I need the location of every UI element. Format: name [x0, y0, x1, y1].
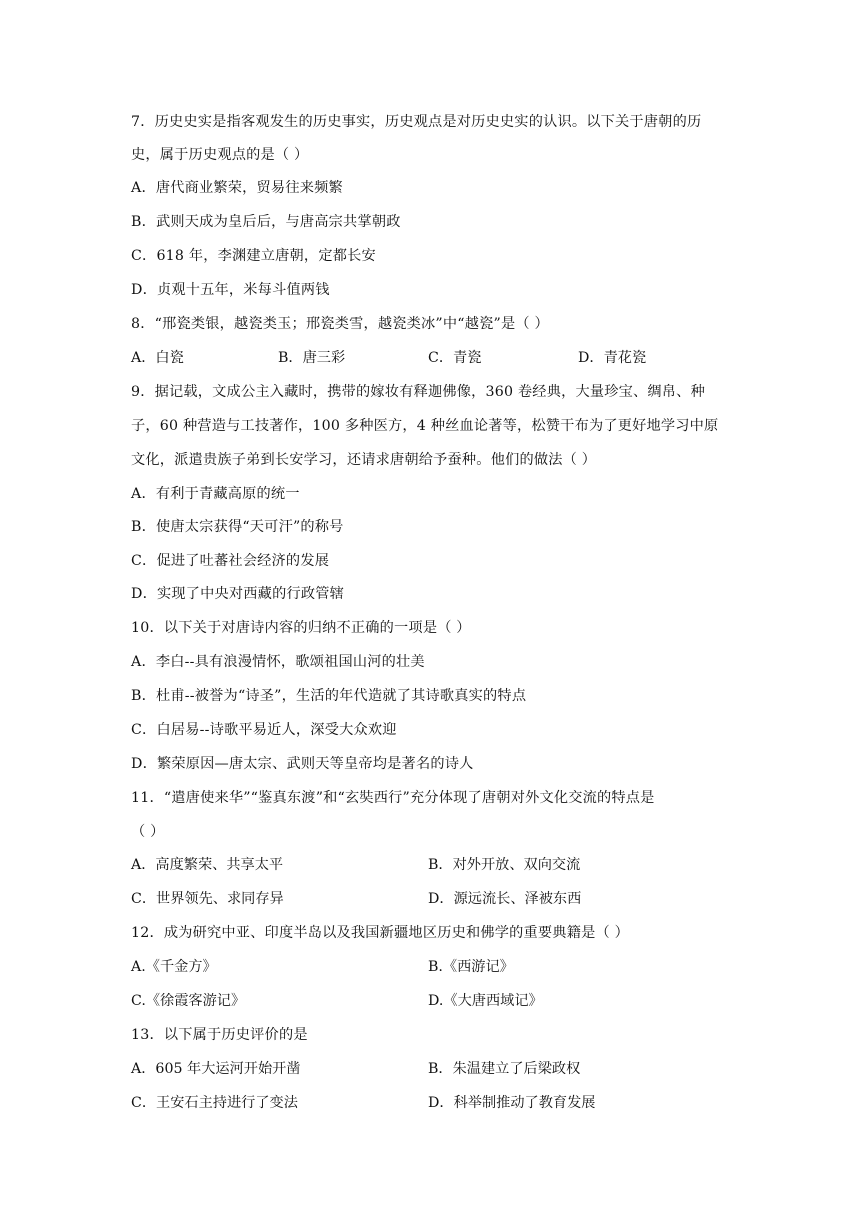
q7-option-d: D．贞观十五年，米每斗值两钱	[131, 282, 330, 298]
q7-option-a: A．唐代商业繁荣，贸易往来频繁	[131, 180, 343, 196]
q7-option-c: C．618 年，李渊建立唐朝，定都长安	[131, 248, 376, 264]
q9-option-b: B．使唐太宗获得“天可汗”的称号	[131, 519, 344, 535]
q12-option-c: C.《徐霞客游记》	[131, 993, 246, 1009]
q9-stem-line3: 文化，派遣贵族子弟到长安学习，还请求唐朝给予蚕种。他们的做法（ ）	[131, 452, 597, 468]
q9-stem-line2: 子，60 种营造与工技著作，100 多种医方，4 种丝血论著等，松赞干布为了更好地学习中原	[131, 418, 719, 434]
q8-option-d: D．青花瓷	[578, 350, 647, 366]
q11-option-d: D．源远流长、泽被东西	[428, 891, 582, 907]
q8-option-a: A．白瓷	[131, 350, 184, 366]
q13-stem: 13．以下属于历史评价的是	[131, 1027, 308, 1043]
q11-option-a: A．高度繁荣、共享太平	[131, 857, 284, 873]
q10-option-b: B．杜甫--被誉为“诗圣”，生活的年代造就了其诗歌真实的特点	[131, 688, 527, 704]
q9-stem-line1: 9．据记载，文成公主入藏时，携带的嫁妆有释迦佛像，360 卷经典，大量珍宝、绸帛、种	[131, 384, 705, 400]
q10-option-a: A．李白--具有浪漫情怀，歌颂祖国山河的壮美	[131, 654, 425, 670]
q8-stem: 8．“邢瓷类银，越瓷类玉；邢瓷类雪，越瓷类冰”中“越瓷”是（ ）	[131, 316, 549, 332]
q11-stem-line1: 11．“遣唐使来华”“鉴真东渡”和“玄奘西行”充分体现了唐朝对外文化交流的特点是	[131, 790, 655, 806]
q11-option-b: B．对外开放、双向交流	[428, 857, 581, 873]
q13-option-c: C．王安石主持进行了变法	[131, 1095, 298, 1111]
q11-stem-line2: （ ）	[131, 824, 165, 840]
q13-option-d: D．科举制推动了教育发展	[428, 1095, 596, 1111]
q10-option-c: C．白居易--诗歌平易近人，深受大众欢迎	[131, 722, 397, 738]
q13-option-b: B．朱温建立了后梁政权	[428, 1061, 581, 1077]
q12-stem: 12．成为研究中亚、印度半岛以及我国新疆地区历史和佛学的重要典籍是（ ）	[131, 925, 629, 941]
q10-stem: 10．以下关于对唐诗内容的归纳不正确的一项是（ ）	[131, 620, 471, 636]
q13-option-a: A．605 年大运河开始开凿	[131, 1061, 301, 1077]
q9-option-c: C．促进了吐蕃社会经济的发展	[131, 553, 330, 569]
q9-option-a: A．有利于青藏高原的统一	[131, 486, 300, 502]
q9-option-d: D．实现了中央对西藏的行政管辖	[131, 586, 345, 602]
q7-stem-line2: 史，属于历史观点的是（ ）	[131, 147, 309, 163]
q11-option-c: C．世界领先、求同存异	[131, 891, 284, 907]
q8-option-c: C．青瓷	[428, 350, 482, 366]
q8-option-b: B．唐三彩	[278, 350, 346, 366]
q12-option-b: B.《西游记》	[428, 959, 514, 975]
q12-option-a: A.《千金方》	[131, 959, 217, 975]
q7-option-b: B．武则天成为皇后后，与唐高宗共掌朝政	[131, 214, 401, 230]
q7-stem-line1: 7．历史史实是指客观发生的历史事实，历史观点是对历史史实的认识。以下关于唐朝的历	[131, 114, 702, 130]
q10-option-d: D．繁荣原因—唐太宗、武则天等皇帝均是著名的诗人	[131, 756, 474, 772]
q12-option-d: D.《大唐西域记》	[428, 993, 543, 1009]
